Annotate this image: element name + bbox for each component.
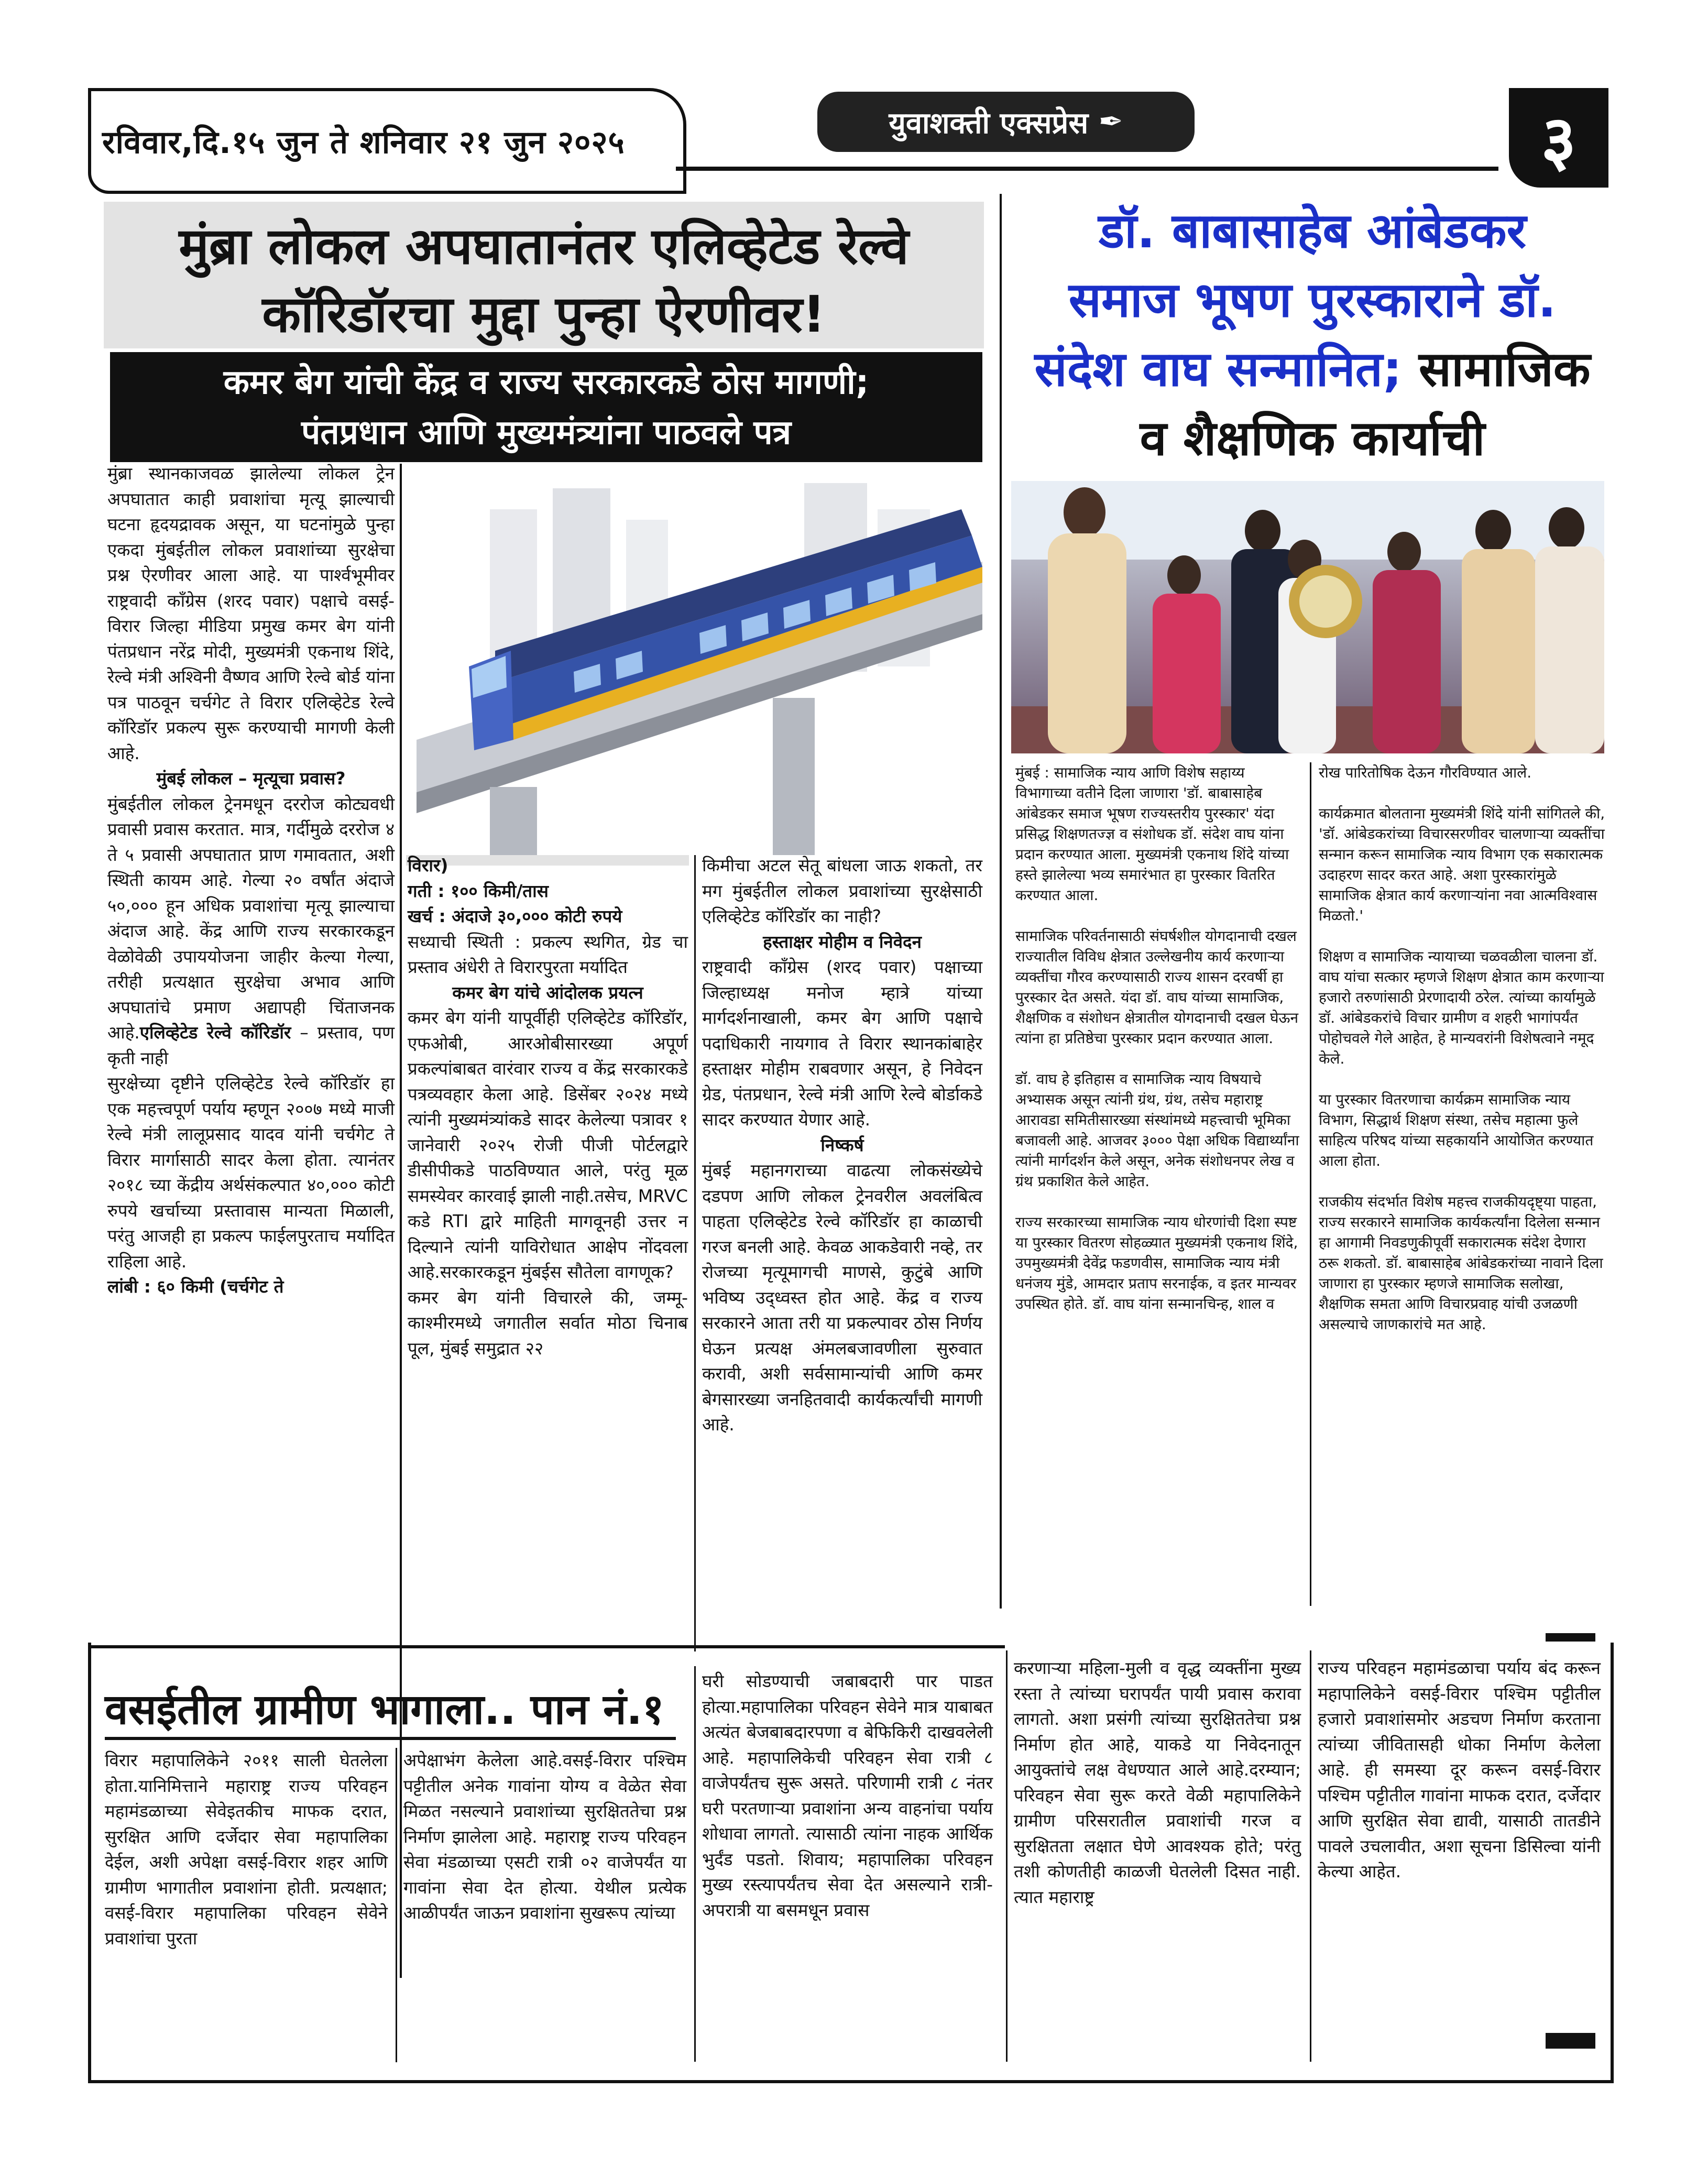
paragraph: मुंबई : सामाजिक न्याय आणि विशेष सहाय्य विभागाच्या वतीने दिला जाणारा 'डॉ. बाबासाहेब आंबेडकर समाज भूषण राज्यस्तरीय पुरस्कार' यंदा प्रसिद्ध शिक्षणतज्ज्ञ व संशोधक डॉ. संदेश वाघ यांना प्रदान करण्यात आला. मुख्यमंत्री एकनाथ शिंदे यांच्या हस्ते झालेल्या भव्य समारंभात हा पुरस्कार वितरित करण्यात आला. [1015,764,1289,904]
subheading: लांबी : ६० किमी (चर्चगेट ते [107,1276,284,1297]
headline-blue-part: संदेश वाघ सन्मानित; [1034,341,1402,397]
paragraph-text: मुंबईतील लोकल ट्रेनमधून दररोज कोट्यवधी प्रवासी प्रवास करतात. मात्र, गर्दीमुळे दररोज ४ ते ५ प्रवासी अपघातात प्राण गमावतात, अशी स्थिती कायम आहे. गेल्या २० वर्षांत अंदाजे ५०,००० हून अधिक प्रवाशांचा मृत्यू झाल्याचा अंदाज आहे. केंद्र आणि राज्य सरकारकडून वेळोवेळी उपाययोजना जाहीर केल्या गेल्या, तरीही प्रत्यक्षात सुरक्षेचा अभाव आणि अपघातांचे प्रमाण अद्यापही चिंताजनक आहे. [107,793,395,1043]
paragraph: कमर बेग यांनी यापूर्वीही एलिव्हेटेड कॉरिडॉर, एफओबी, आरओबीसारख्या अपूर्ण प्रकल्पांबाबत वारंवार राज्य व केंद्र सरकारकडे पत्रव्यवहार केला आहे. डिसेंबर २०२४ मध्ये त्यांनी मुख्यमंत्र्यांकडे सादर केलेल्या पत्रावर १ जानेवारी २०२५ रोजी पीजी पोर्टलद्वारे डीसीपीकडे पाठविण्यात आले, परंतु मूळ समस्येवर कारवाई झाली नाही.तसेच, MRVC कडे RTI द्वारे माहिती मागवूनही उत्तर न दिल्याने त्यांनी याविरोधात आक्षेप नोंदवला आहे.सरकारकडून मुंबईस सौतेला वागणूक? [408,1008,688,1282]
headline-underline [105,1737,676,1740]
award-ceremony-photo [1011,481,1604,753]
paragraph: या पुरस्कार वितरणाचा कार्यक्रम सामाजिक न्याय विभाग, सिद्धार्थ शिक्षण संस्था, तसेच महात्मा फुले साहित्य परिषद यांच्या सहकार्याने आयोजित करण्यात आला होता. [1319,1091,1594,1169]
spec-line: खर्च : अंदाजे ३०,००० कोटी रुपये [408,906,622,926]
paragraph: राज्य सरकारच्या सामाजिक न्याय धोरणांची दिशा स्पष्ट या पुरस्कार वितरण सोहळ्यात मुख्यमंत्री एकनाथ शिंदे, उपमुख्यमंत्री देवेंद्र फडणवीस, सामाजिक न्याय मंत्री धनंजय मुंडे, आमदार प्रताप सरनाईक, व इतर मान्यवर उपस्थित होते. डॉ. वाघ यांना सन्मानचिन्ह, शाल व [1015,1213,1298,1312]
paragraph: राजकीय संदर्भात विशेष महत्त्व राजकीयदृष्ट्या पाहता, राज्य सरकारने सामाजिक कार्यकर्त्यांना दिलेला सन्मान हा आगामी निवडणुकीपूर्वी सकारात्मक संदेश देणारा ठरू शकतो. डॉ. बाबासाहेब आंबेडकरांच्या नावाने दिला जाणारा हा पुरस्कार म्हणजे सामाजिक सलोखा, शैक्षणिक समता आणि विचारप्रवाह यांची उजळणी असल्याचे जाणकारांचे मत आहे. [1319,1193,1603,1333]
column-rule [396,1748,397,2062]
column-rule [694,1666,696,2062]
column-rule [1006,1650,1008,2062]
bottom-col4: करणाऱ्या महिला-मुली व वृद्ध व्यक्तींना मुख्य रस्ता ते त्यांच्या घरापर्यंत पायी प्रवास करावा लागतो. अशा प्रसंगी त्यांच्या सुरक्षिततेचा प्रश्न निर्माण होत आहे, याकडे या निवेदनातून आयुक्तांचे लक्ष वेधण्यात आले आहे.दरम्यान; परिवहन सेवा सुरू करते वेळी महापालिकेने ग्रामीण परिसरातील प्रवाशांची गरज व सुरक्षितता लक्षात घेणे आवश्यक होते; परंतु तशी कोणतीही काळजी घेतलेली दिसत नाही. त्यात महाराष्ट्र [1014,1658,1301,1907]
left-article-col3 [702,853,982,1438]
spec-line: विरार) [408,855,448,876]
paragraph: सामाजिक परिवर्तनासाठी संघर्षशील योगदानाची दखल राज्यातील विविध क्षेत्रात उल्लेखनीय कार्य करणाऱ्या व्यक्तींचा गौरव करण्यासाठी राज्य शासन दरवर्षी हा पुरस्कार देत असते. यंदा डॉ. वाघ यांच्या सामाजिक, शैक्षणिक व संशोधन क्षेत्रातील योगदानाची दखल घेऊन त्यांना हा प्रतिष्ठेचा पुरस्कार प्रदान करण्यात आला. [1015,927,1299,1047]
column-rule [694,855,696,1651]
subheading: मुंबई लोकल – मृत्यूचा प्रवास? [156,768,346,789]
end-mark [1546,1633,1595,1642]
subheading: कमर बेग यांचे आंदोलक प्रयत्न [452,982,643,1003]
inline-heading-tail: – प्रस्ताव, पण कृती नाही [107,1022,395,1068]
column-rule [1310,1650,1311,2062]
bottom-headline: वसईतील ग्रामीण भागाला.. पान नं.१ [105,1685,664,1734]
end-mark [1546,2033,1595,2049]
right-article-col2 [1319,762,1606,1355]
subheading: हस्ताक्षर मोहीम व निवेदन [763,931,922,952]
header-rule [676,167,1498,171]
masthead-logo [817,92,1195,152]
left-article-col2 [408,853,688,1361]
paragraph [107,792,395,1071]
bottom-col1: विरार महापालिकेने २०११ साली घेतलेला होता.यानिमित्ताने महाराष्ट्र राज्य परिवहन महामंडळाच्या सेवेइतकीच माफक दरात, सुरक्षित आणि दर्जेदार सेवा महापालिका देईल, अशी अपेक्षा वसई-विरार शहर आणि ग्रामीण भागातील प्रवाशांना होती. प्रत्यक्षात; वसई-विरार महापालिका परिवहन सेवेने प्रवाशांचा पुरता [105,1750,388,1949]
masthead-text: युवाशक्ती एक्सप्रेस [889,106,1089,140]
right-article-col1 [1015,762,1302,1334]
bottom-col3: घरी सोडण्याची जबाबदारी पार पाडत होत्या.महापालिका परिवहन सेवेने मात्र याबाबत अत्यंत बेजबाबदारपणा व बेफिकिरी दाखवलेली आहे. महापालिकेची परिवहन सेवा रात्री ८ वाजेपर्यंतच सुरू असते. परिणामी रात्री ८ नंतर घरी परतणाऱ्या प्रवाशांना अन्य वाहनांचा पर्याय शोधावा लागतो. त्यासाठी त्यांना नाहक आर्थिक भुर्दंड पडतो. शिवाय; महापालिका परिवहन मुख्य रस्त्यापर्यंतच सेवा देत असल्याने रात्री-अपरात्री या बसमधून प्रवास [702,1671,993,1920]
paragraph: सध्याची स्थिती : प्रकल्प स्थगित, ग्रेड चा प्रस्ताव अंधेरी ते विरारपुरता मर्यादित [408,931,688,977]
right-headline [1003,196,1622,473]
paragraph: राष्ट्रवादी कॉंग्रेस (शरद पवार) पक्षाच्या जिल्हाध्यक्ष मनोज म्हात्रे यांच्या मार्गदर्शनाखाली, कमर बेग आणि पक्षाचे पदाधिकारी नायगाव ते विरार स्थानकांबाहेर हस्ताक्षर मोहीम राबवणार असून, हे निवेदन ग्रेड, पंतप्रधान, रेल्वे मंत्री आणि रेल्वे बोर्डाकडे सादर करण्यात येणार आहे. [702,957,982,1130]
paragraph: शिक्षण व सामाजिक न्यायाच्या चळवळीला चालना डॉ. वाघ यांचा सत्कार म्हणजे शिक्षण क्षेत्रात काम करणाऱ्या हजारो तरुणांसाठी प्रेरणादायी ठरेल. त्यांच्या कार्यामुळे डॉ. आंबेडकरांचे विचार ग्रामीण व शहरी भागांपर्यंत पोहोचवले गेले आहेत, हे मान्यवरांनी विशेषत्वाने नमूद केले. [1319,948,1604,1067]
train-illustration [406,478,982,855]
paragraph: रोख पारितोषिक देऊन गौरविण्यात आले. [1319,764,1532,781]
left-article-col1 [107,461,395,1300]
right-headline-line2: समाज भूषण पुरस्काराने डॉ. [1068,272,1557,328]
subheading: निष्कर्ष [820,1134,864,1155]
column-rule [1310,762,1311,1606]
page-number: ३ [1509,88,1608,188]
paragraph: सुरक्षेच्या दृष्टीने एलिव्हेटेड रेल्वे कॉरिडॉर हा एक महत्त्वपूर्ण पर्याय म्हणून २००७ मध्ये माजी रेल्वे मंत्री लालूप्रसाद यादव यांनी चर्चगेट ते विरार मार्गासाठी सादर केला होता. त्यानंतर २०१८ च्या केंद्रीय अर्थसंकल्पात ४०,००० कोटी रुपये खर्चाच्या प्रस्तावास मान्यता मिळाली, परंतु आजही हा प्रकल्प फाईलपुरताच मर्यादित राहिला आहे. [107,1073,395,1272]
left-headline [104,212,984,348]
paragraph: डॉ. वाघ हे इतिहास व सामाजिक न्याय विषयाचे अभ्यासक असून त्यांनी ग्रंथ, ग्रंथ, तसेच महाराष्ट्र आरावडा समितीसारख्या संस्थांमध्ये महत्त्वाची भूमिका बजावली आहे. आजवर ३००० पेक्षा अधिक विद्यार्थ्यांना त्यांनी मार्गदर्शन केले असून, अनेक संशोधनपर लेख व ग्रंथ प्रकाशित केले आहेत. [1015,1070,1299,1190]
pen-icon: ✒ [1098,105,1123,139]
headline-black-part: सामाजिक [1402,341,1591,397]
page-divider [1000,194,1002,1609]
issue-date: रविवार,दि.१५ जुन ते शनिवार २१ जुन २०२५ [102,124,625,161]
right-headline-line3 [1003,335,1622,404]
left-subheadline [110,352,982,462]
left-headline-line1: मुंब्रा लोकल अपघातानंतर एलिव्हेटेड रेल्वे [179,217,909,276]
paragraph: कार्यक्रमात बोलताना मुख्यमंत्री शिंदे यांनी सांगितले की, 'डॉ. आंबेडकरांच्या विचारसरणीवर चालणाऱ्या व्यक्तींचा सन्मान करून सामाजिक न्याय विभाग एक सकारात्मक उदाहरण सादर करत आहे. अशा पुरस्कारांमुळे सामाजिक क्षेत्रात कार्य करणाऱ्यांना नवा आत्मविश्वास मिळतो.' [1319,805,1605,924]
paragraph: मुंबई महानगराच्या वाढत्या लोकसंख्येचे दडपण आणि लोकल ट्रेनवरील अवलंबित्व पाहता एलिव्हेटेड रेल्वे कॉरिडॉर हा काळाची गरज बनली आहे. केवळ आकडेवारी नव्हे, तर रोजच्या मृत्यूमागची माणसे, कुटुंबे आणि भविष्य उद्ध्वस्त होत आहे. केंद्र व राज्य सरकारने आता तरी या प्रकल्पावर ठोस निर्णय घेऊन प्रत्यक्ष अंमलबजावणीला सुरुवात करावी, अशी सर्वसामान्यांची आणि कमर बेगसारख्या जनहितवादी कार्यकर्त्यांची मागणी आहे. [702,1160,982,1435]
left-subhead-line2: पंतप्रधान आणि मुख्यमंत्र्यांना पाठवले पत्र [301,413,792,452]
right-headline-line4: व शैक्षणिक कार्याची [1140,410,1485,466]
right-headline-line1: डॉ. बाबासाहेब आंबेडकर [1098,203,1527,259]
left-headline-line2: कॉरिडॉरचा मुद्दा पुन्हा ऐरणीवर! [262,285,826,344]
bottom-col5: राज्य परिवहन महामंडळाचा पर्याय बंद करून महापालिकेने वसई-विरार पश्चिम पट्टीतील हजारो प्रवाशांसमोर अडचण निर्माण करताना त्यांच्या जीवितासही धोका निर्माण केलेला आहे. ही समस्या दूर करून वसई-विरार पश्चिम पट्टीतील गावांना माफक दरात, दर्जेदार आणि सुरक्षित सेवा द्यावी, यासाठी तातडीने पावले उचलावीत, अशा सूचना डिसिल्वा यांनी केल्या आहेत. [1318,1658,1601,1881]
bottom-col2: अपेक्षाभंग केलेला आहे.वसई-विरार पश्चिम पट्टीतील अनेक गावांना योग्य व वेळेत सेवा मिळत नसल्याने प्रवाशांच्या सुरक्षिततेचा प्रश्न निर्माण झालेला आहे. महाराष्ट्र राज्य परिवहन सेवा मंडळाच्या एसटी रात्री ०२ वाजेपर्यंत या गावांना सेवा देत होत्या. येथील प्रत्येक आळीपर्यंत जाऊन प्रवाशांना सुखरूप त्यांच्या [403,1750,686,1923]
paragraph: किमीचा अटल सेतू बांधला जाऊ शकतो, तर मग मुंबईतील लोकल प्रवाशांच्या सुरक्षेसाठी एलिव्हेटेड कॉरिडॉर का नाही? [702,855,982,926]
inline-heading: एलिव्हेटेड रेल्वे कॉरिडॉर [139,1022,291,1043]
spec-line: गती : १०० किमी/तास [408,880,549,901]
left-subhead-line1: कमर बेग यांची केंद्र व राज्य सरकारकडे ठोस मागणी; [223,363,869,402]
paragraph: मुंब्रा स्थानकाजवळ झालेल्या लोकल ट्रेन अपघातात काही प्रवाशांचा मृत्यू झाल्याची घटना हृदयद्रावक असून, या घटनांमुळे पुन्हा एकदा मुंबईतील लोकल प्रवाशांच्या सुरक्षेचा प्रश्न ऐरणीवर आला आहे. या पार्श्वभूमीवर राष्ट्रवादी कॉंग्रेस (शरद पवार) पक्षाचे वसई-विरार जिल्हा मीडिया प्रमुख कमर बेग यांनी पंतप्रधान नरेंद्र मोदी, मुख्यमंत्री एकनाथ शिंदे, रेल्वे मंत्री अश्विनी वैष्णव आणि रेल्वे बोर्ड यांना पत्र पाठवून चर्चगेट ते विरार एलिव्हेटेड रेल्वे कॉरिडॉर प्रकल्प सुरू करण्याची मागणी केली आहे. [107,463,395,763]
paragraph: कमर बेग यांनी विचारले की, जम्मू-काश्मीरमध्ये जगातील सर्वात मोठा चिनाब पूल, मुंबई समुद्रात २२ [408,1287,688,1359]
